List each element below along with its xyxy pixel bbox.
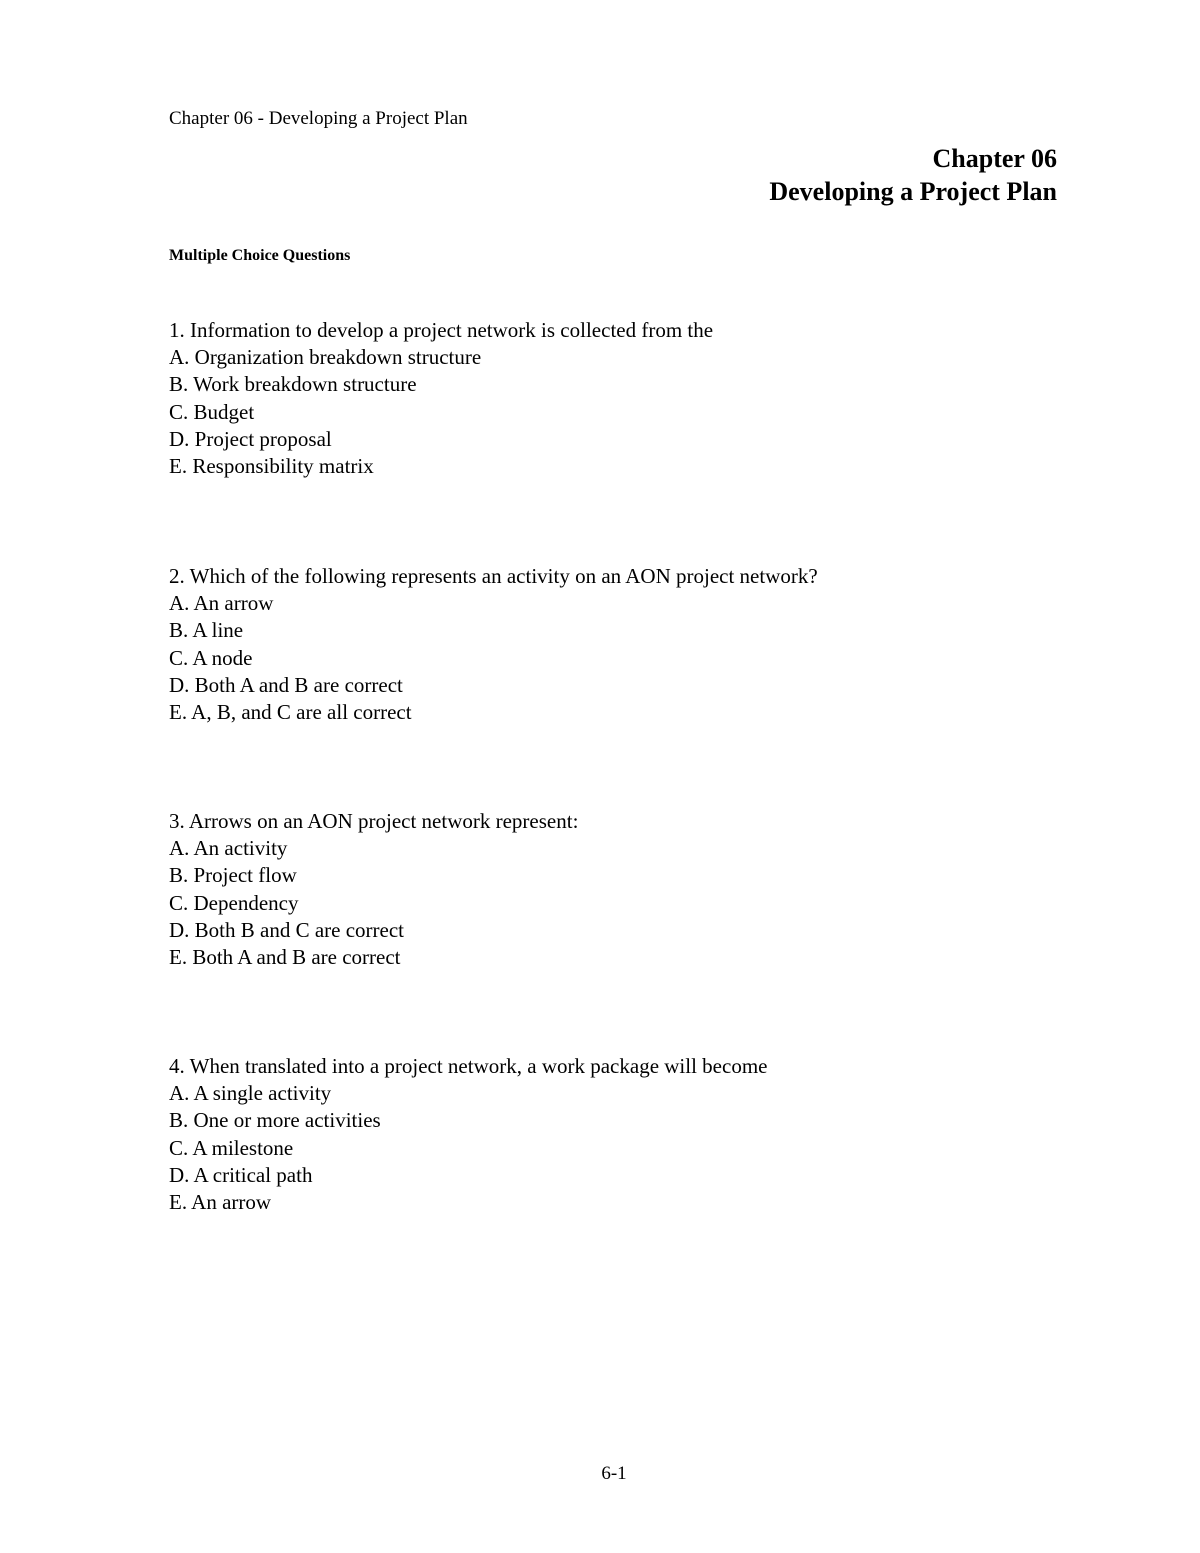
answer-option: C. Budget: [169, 399, 255, 424]
answer-option: D. A critical path: [169, 1162, 313, 1187]
answer-option: E. A, B, and C are all correct: [169, 700, 412, 725]
chapter-title-block: [769, 142, 1057, 208]
answer-option: D. Both A and B are correct: [169, 672, 403, 697]
answer-option: E. Responsibility matrix: [169, 454, 374, 479]
question-3: [169, 808, 578, 971]
answer-option: E. Both A and B are correct: [169, 945, 401, 970]
question-1: [169, 317, 713, 480]
chapter-number: Chapter 06: [932, 144, 1057, 173]
answer-option: C. A node: [169, 645, 253, 670]
answer-option: A. Organization breakdown structure: [169, 345, 482, 370]
answer-option: A. An activity: [169, 836, 288, 861]
question-stem: 2. Which of the following represents an activity on an AON project network?: [169, 564, 818, 588]
answer-option: B. One or more activities: [169, 1108, 381, 1133]
running-header: Chapter 06 - Developing a Project Plan: [169, 108, 468, 129]
question-4: [169, 1053, 767, 1216]
answer-option: E. An arrow: [169, 1190, 272, 1215]
answer-option: B. Project flow: [169, 863, 297, 888]
question-2: [169, 563, 818, 726]
answer-option: D. Project proposal: [169, 426, 332, 451]
section-heading: Multiple Choice Questions: [169, 247, 351, 264]
question-stem: 4. When translated into a project network, a work package will become: [169, 1054, 768, 1078]
page-number: 6-1: [601, 1463, 627, 1484]
question-stem: 1. Information to develop a project network is collected from the: [169, 318, 714, 342]
answer-option: C. A milestone: [169, 1135, 294, 1160]
answer-option: D. Both B and C are correct: [169, 917, 405, 942]
chapter-title: Developing a Project Plan: [769, 177, 1057, 206]
answer-option: C. Dependency: [169, 890, 299, 915]
question-stem: 3. Arrows on an AON project network represent:: [169, 809, 579, 833]
answer-option: B. Work breakdown structure: [169, 372, 417, 397]
answer-option: A. A single activity: [169, 1081, 332, 1106]
answer-option: B. A line: [169, 618, 244, 643]
answer-option: A. An arrow: [169, 591, 274, 616]
